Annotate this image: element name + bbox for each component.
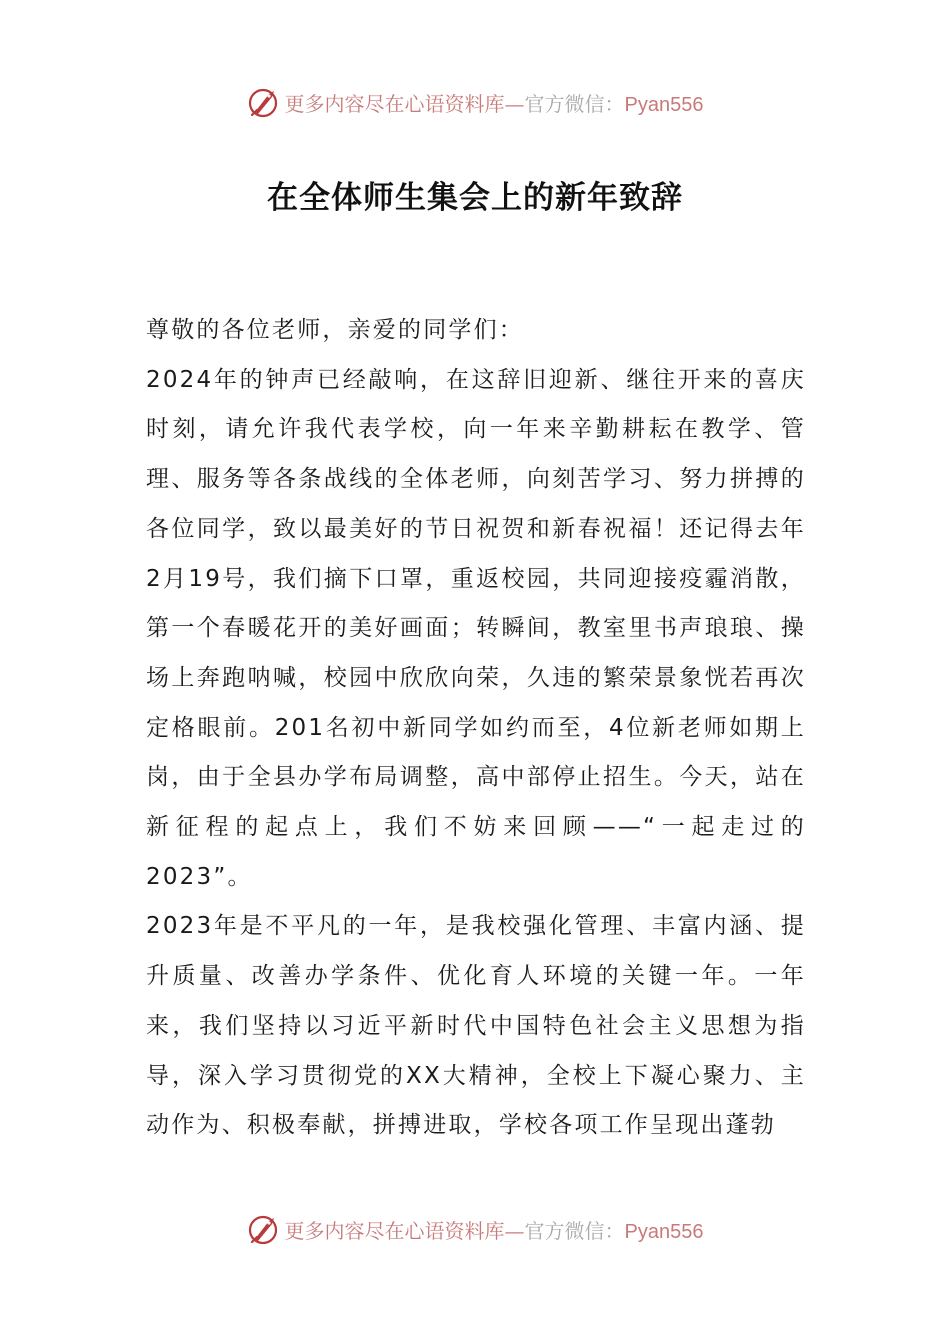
pen-nib-circle-icon: [247, 85, 281, 119]
watermark-separator: —: [504, 91, 525, 116]
watermark-wechat-id: Pyan556: [624, 1220, 704, 1243]
pen-nib-circle-icon: [247, 1212, 281, 1246]
footer-watermark: [0, 1209, 950, 1249]
header-watermark: [0, 82, 950, 122]
watermark-text: [285, 88, 704, 117]
watermark-wechat-label: 官方微信：: [524, 91, 625, 116]
body-paragraph: 2024年的钟声已经敲响，在这辞旧迎新、继往开来的喜庆时刻，请允许我代表学校，向一年来辛勤耕耘在教学、管理、服务等各条战线的全体老师，向刻苦学习、努力拼搏的各位同学，致以最美好的节日祝贺和新春祝福！还记得去年2月19号，我们摘下口罩，重返校园，共同迎接疫霾消散，第一个春暖花开的美好画面；转瞬间，教室里书声琅琅、操场上奔跑呐喊，校园中欣欣向荣，久违的繁荣景象恍若再次定格眼前。201名初中新同学如约而至，4位新老师如期上岗，由于全县办学布局调整，高中部停止招生。今天，站在新征程的起点上，我们不妨来回顾——“一起走过的2023”。: [146, 366, 806, 890]
document-body: [146, 306, 806, 1151]
watermark-wechat-id: Pyan556: [624, 93, 704, 116]
watermark-site: 更多内容尽在心语资料库: [284, 1218, 505, 1243]
watermark-site: 更多内容尽在心语资料库: [284, 91, 505, 116]
body-paragraph: 2023年是不平凡的一年，是我校强化管理、丰富内涵、提升质量、改善办学条件、优化育人环境的关键一年。一年来，我们坚持以习近平新时代中国特色社会主义思想为指导，深入学习贯彻党的XX大精神，全校上下凝心聚力、主动作为、积极奉献，拼搏进取，学校各项工作呈现出蓬勃: [146, 913, 806, 1139]
watermark-separator: —: [504, 1218, 525, 1243]
watermark-text: [285, 1215, 704, 1244]
watermark-wechat-label: 官方微信：: [524, 1218, 625, 1243]
document-title: 在全体师生集会上的新年致辞: [267, 180, 683, 216]
salutation-paragraph: 尊敬的各位老师，亲爱的同学们：: [146, 317, 524, 343]
